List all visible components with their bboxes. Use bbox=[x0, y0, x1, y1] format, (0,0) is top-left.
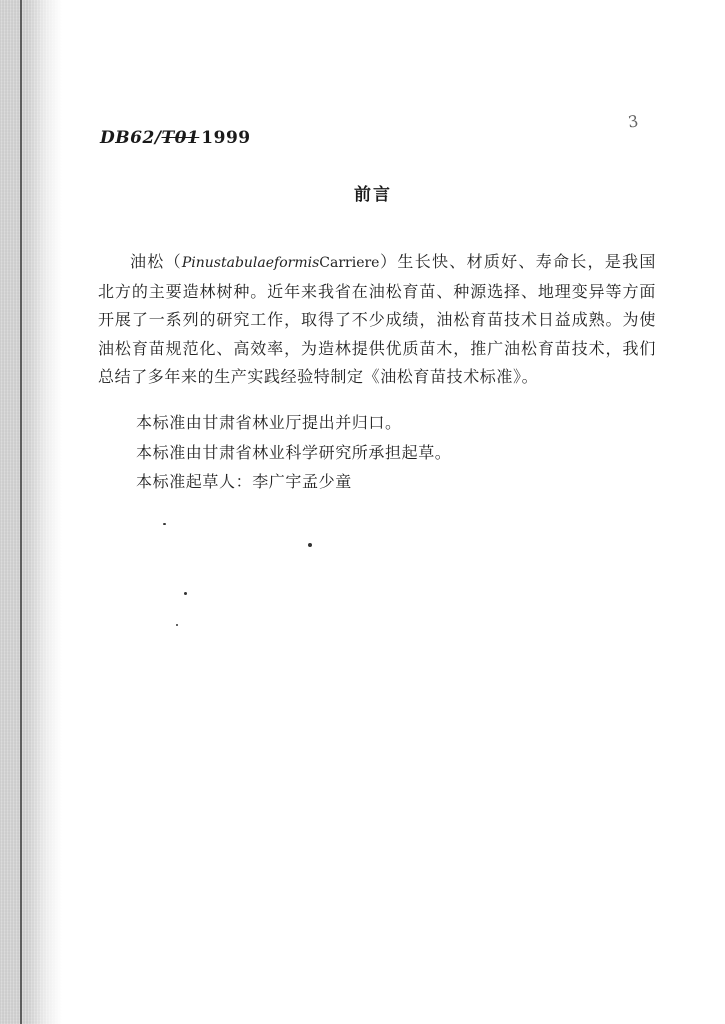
species-author: Carriere bbox=[319, 255, 380, 271]
handwritten-page-mark: 3 bbox=[626, 111, 640, 132]
document-code-struck: T01 bbox=[161, 128, 200, 148]
page-title: 前言 bbox=[354, 185, 392, 205]
scan-binding-line bbox=[20, 0, 22, 1024]
scan-speck bbox=[163, 523, 166, 525]
proposer-statement: 本标准由甘肃省林业厅提出并归口。 bbox=[136, 413, 402, 432]
drafters-statement: 本标准起草人：李广宇孟少童 bbox=[136, 472, 352, 491]
scan-speck bbox=[184, 592, 187, 595]
drafting-unit-statement: 本标准由甘肃省林业科学研究所承担起草。 bbox=[136, 443, 452, 462]
scan-speck bbox=[176, 624, 178, 626]
document-code-prefix: DB62/ bbox=[100, 128, 162, 148]
paragraph-part1: 油松（ bbox=[130, 252, 182, 271]
paragraph-part2: ）生长快、材质好、寿命长，是我国北方的主要造林树种。近年来我省在油松育苗、种源选择、地理变异等方面开展了一系列的研究工作，取得了不少成绩，油松育苗技术日益成熟。为使油松育苗规范化、高效率，为造林提供优质苗木，推广油松育苗技术，我们总结了多年来的生产实践经验特制定《油松育苗技术标准》。 bbox=[98, 252, 656, 386]
document-code-year: 1999 bbox=[201, 128, 251, 148]
scan-binding-edge bbox=[0, 0, 62, 1024]
document-code bbox=[100, 128, 251, 148]
scan-speck bbox=[308, 543, 312, 547]
latin-species-name: Pinustabulaeformis bbox=[181, 255, 320, 271]
foreword-paragraph bbox=[98, 248, 656, 392]
